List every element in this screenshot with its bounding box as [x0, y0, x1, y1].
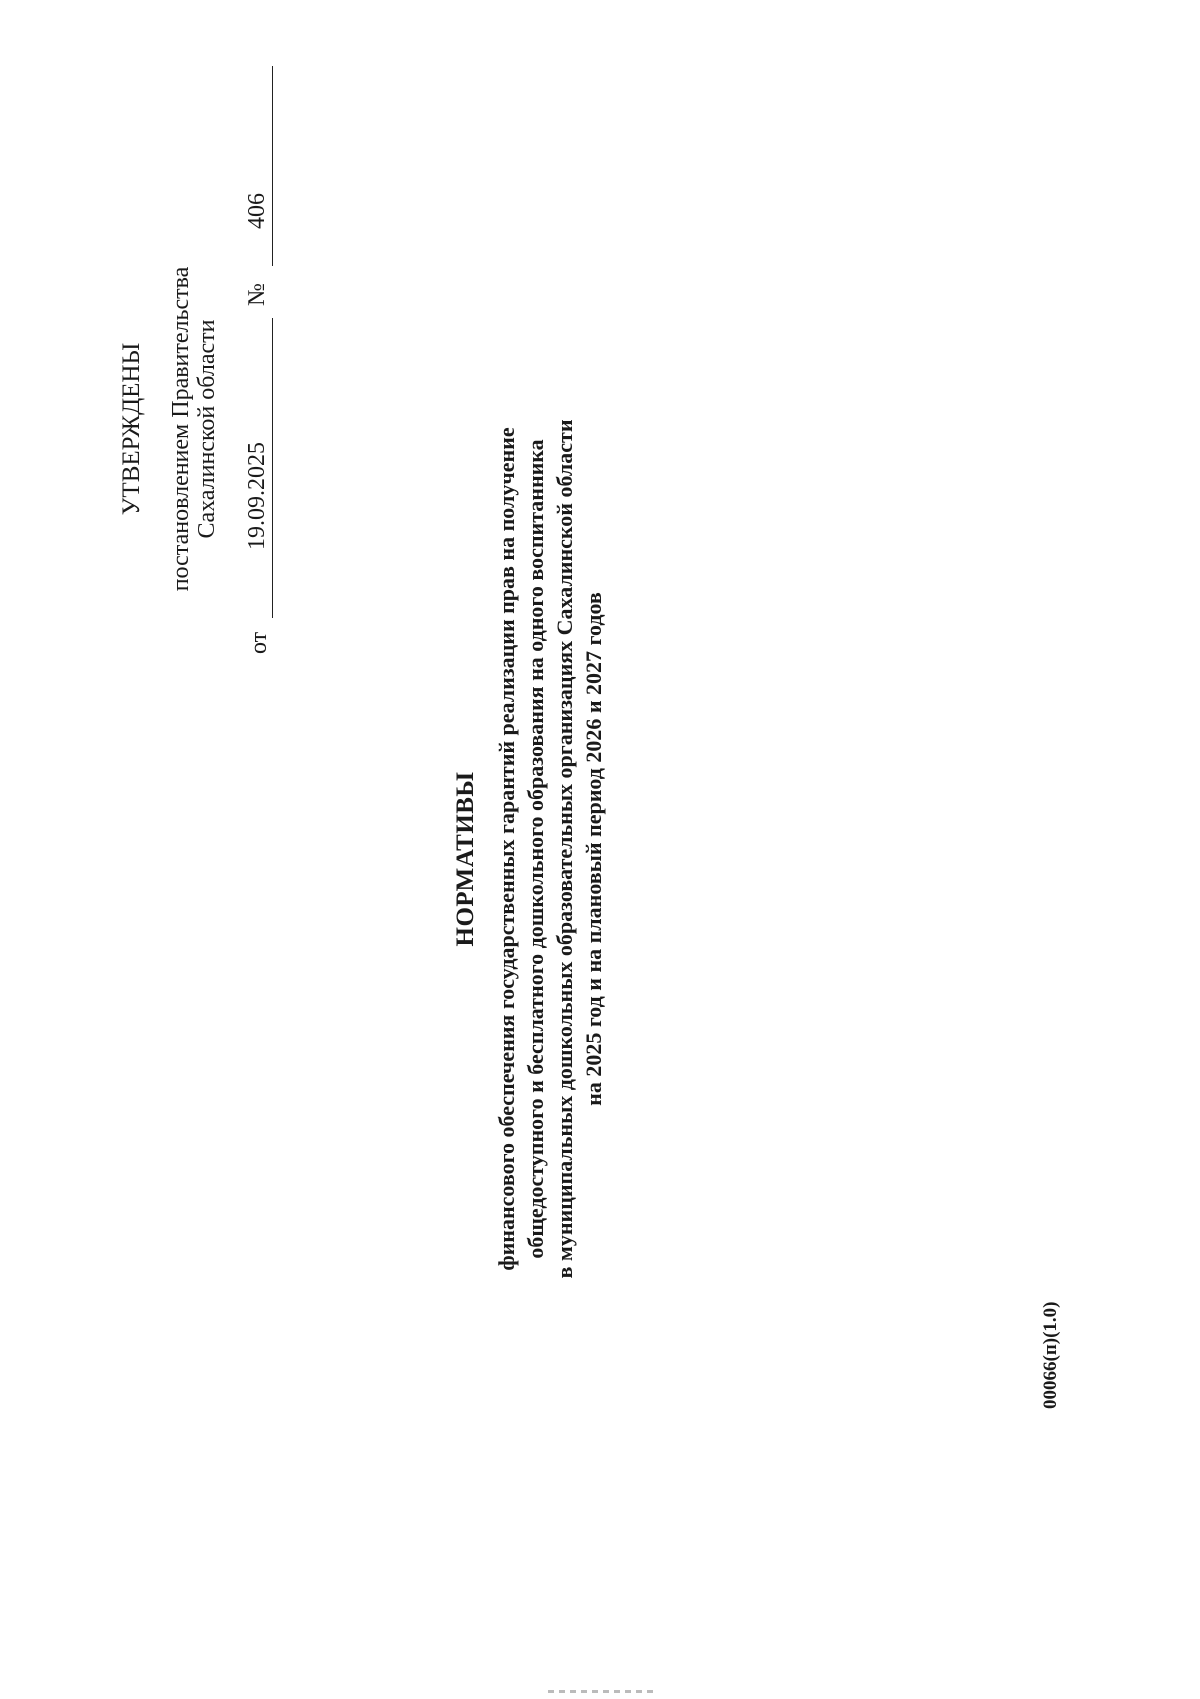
subtitle-line: в муниципальных дошкольных образовательных организациях Сахалинской области	[552, 419, 577, 1279]
approval-date: 19.09.2025	[244, 442, 270, 550]
date-prefix: от	[246, 631, 272, 654]
date-underline	[272, 318, 273, 618]
subtitle-line: общедоступного и бесплатного дошкольного образования на одного воспитанника	[523, 439, 548, 1259]
subtitle-line: финансового обеспечения государственных гарантий реализации прав на получение	[494, 427, 519, 1271]
number-label: №	[244, 283, 270, 306]
approval-title: УТВЕРЖДЕНЫ	[118, 342, 145, 516]
approval-block	[118, 219, 220, 639]
approval-date-row	[244, 193, 275, 654]
approval-line-1: постановлением Правительства	[167, 266, 194, 592]
subtitle-line: на 2025 год и на плановый период 2026 и 2027 годов	[581, 592, 606, 1106]
document-title: НОРМАТИВЫ	[452, 771, 479, 947]
document-code: 00066(п)(1.0)	[1040, 1301, 1061, 1409]
scan-smudge	[548, 1690, 654, 1693]
approval-number: 406	[244, 193, 270, 229]
approval-line-2: Сахалинской области	[193, 319, 220, 539]
document-subtitle	[492, 379, 608, 1319]
number-underline	[272, 66, 273, 266]
